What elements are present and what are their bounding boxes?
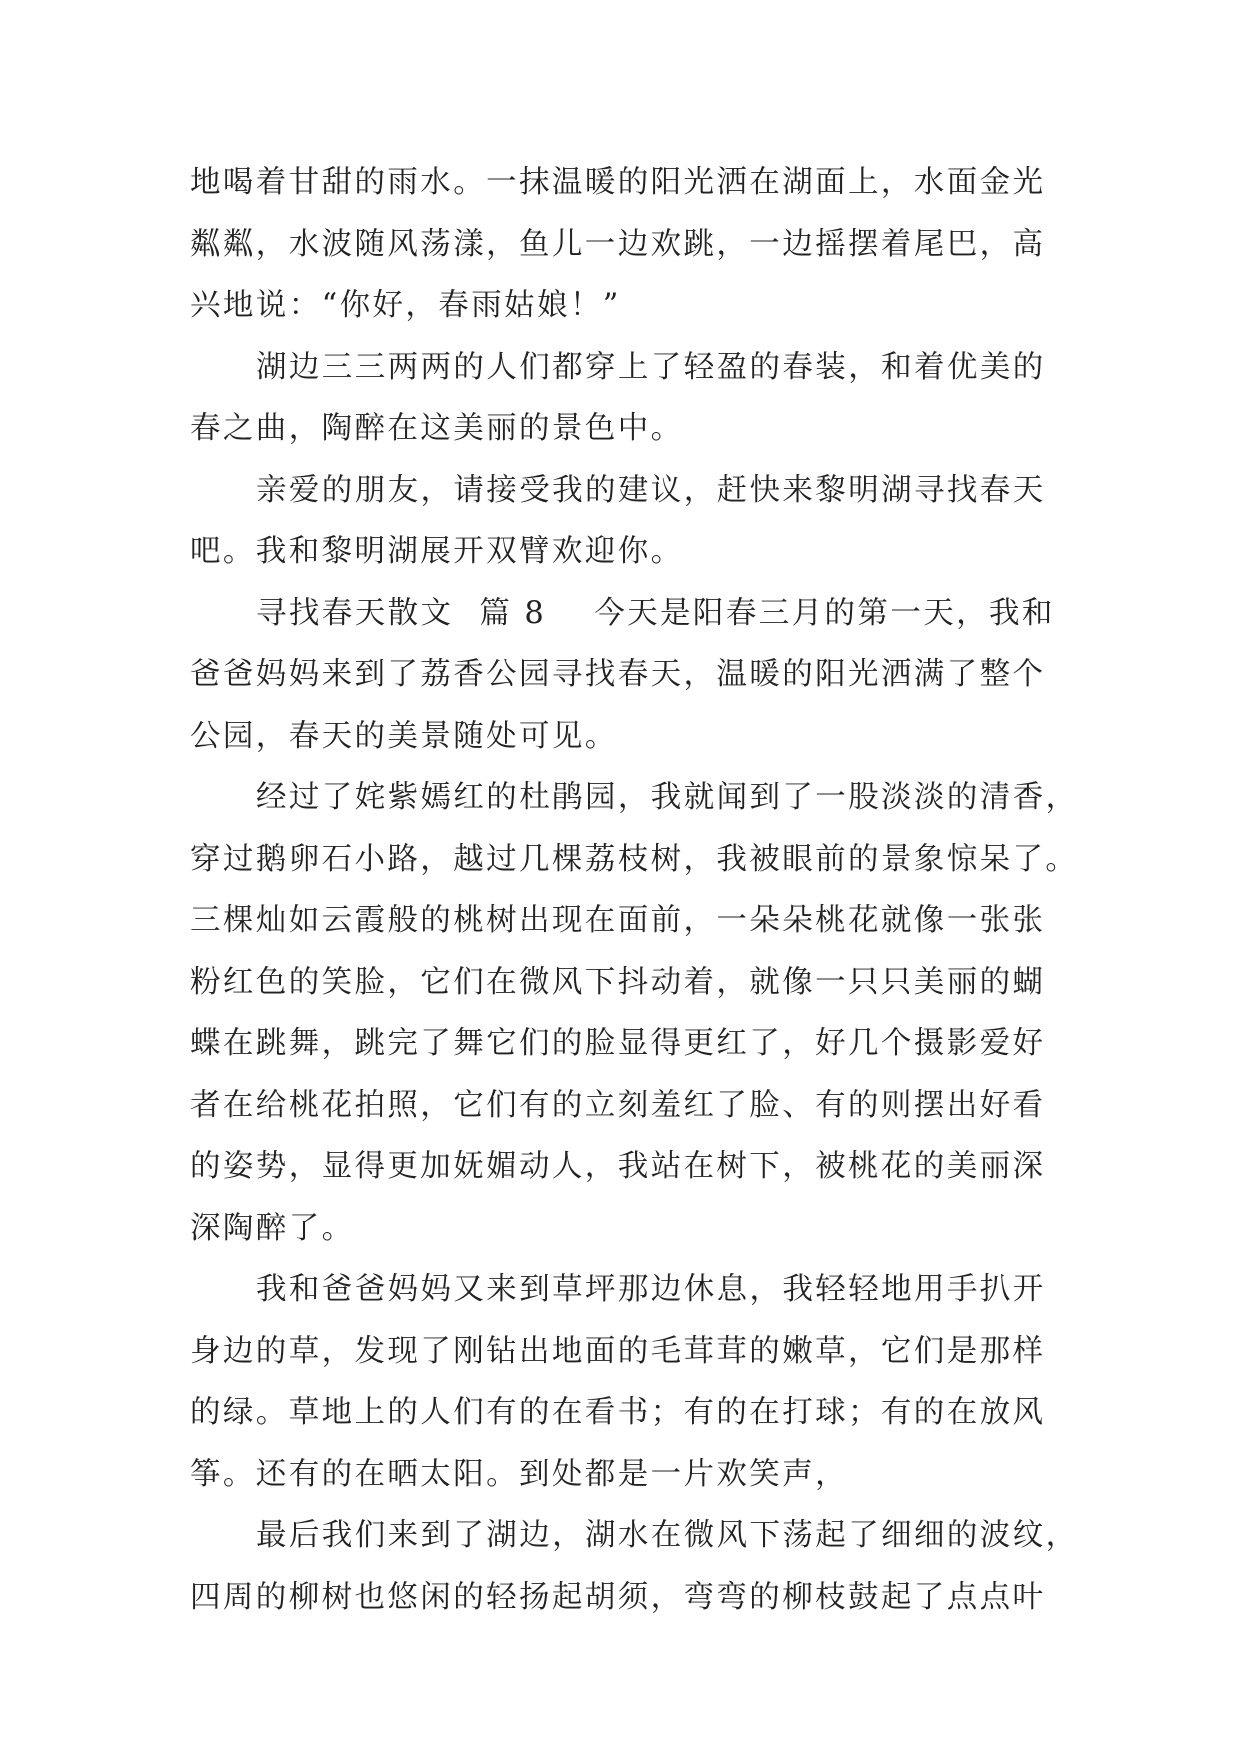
text-line: 的绿。草地上的人们有的在看书；有的在打球；有的在放风 [190, 1395, 1046, 1430]
text-line: 深陶醉了。 [190, 1210, 355, 1246]
section-heading-title: 寻找春天散文 [256, 595, 454, 631]
text-line: 者在给桃花拍照，它们有的立刻羞红了脸、有的则摆出好看 [190, 1087, 1046, 1123]
text-line: 四周的柳树也悠闲的轻扬起胡须，弯弯的柳枝鼓起了点点叶 [190, 1579, 1046, 1615]
paragraph-start-line: 我和爸爸妈妈又来到草坪那边休息，我轻轻地用手扒开 [256, 1272, 1046, 1307]
text-line: 粉红色的笑脸，它们在微风下抖动着，就像一只只美丽的蝴 [190, 964, 1046, 1000]
text-line: 蝶在跳舞，跳完了舞它们的脸显得更红了，好几个摄影爱好 [190, 1026, 1046, 1061]
section-heading-line [190, 583, 1055, 645]
paragraph-start-line: 经过了姹紫嫣红的杜鹃园，我就闻到了一股淡淡的清香， [256, 780, 1079, 815]
text-line: 爸爸妈妈来到了荔香公园寻找春天，温暖的阳光洒满了整个 [190, 657, 1046, 692]
section-first-sentence: 今天是阳春三月的第一天，我和 [594, 595, 1055, 631]
text-line: 身边的草，发现了刚钻出地面的毛茸茸的嫩草，它们是那样 [190, 1333, 1046, 1369]
paragraph-start-line: 湖边三三两两的人们都穿上了轻盈的春装，和着优美的 [256, 349, 1046, 385]
text-line: 公园，春天的美景随处可见。 [190, 718, 618, 754]
text-line: 的姿势，显得更加妩媚动人，我站在树下，被桃花的美丽深 [190, 1149, 1046, 1184]
text-line: 吧。我和黎明湖展开双臂欢迎你。 [190, 534, 684, 569]
paragraph-start-line: 最后我们来到了湖边，湖水在微风下荡起了细细的波纹， [256, 1518, 1079, 1553]
text-line: 春之曲，陶醉在这美丽的景色中。 [190, 411, 684, 446]
text-line: 三棵灿如云霞般的桃树出现在面前，一朵朵桃花就像一张张 [190, 903, 1046, 938]
paragraph-start-line: 亲爱的朋友，请接受我的建议，赶快来黎明湖寻找春天 [256, 472, 1046, 508]
section-number: 篇 8 [479, 595, 547, 631]
text-line: 粼粼，水波随风荡漾，鱼儿一边欢跳，一边摇摆着尾巴，高 [190, 226, 1046, 262]
text-line: 筝。还有的在晒太阳。到处都是一片欢笑声， [190, 1456, 848, 1492]
text-line: 穿过鹅卵石小路，越过几棵荔枝树，我被眼前的景象惊呆了。 [190, 841, 1079, 877]
text-line: 地喝着甘甜的雨水。一抹温暖的阳光洒在湖面上，水面金光 [190, 165, 1046, 200]
document-body [190, 152, 1079, 1628]
text-line: 兴地说：“你好，春雨姑娘！” [190, 288, 621, 323]
